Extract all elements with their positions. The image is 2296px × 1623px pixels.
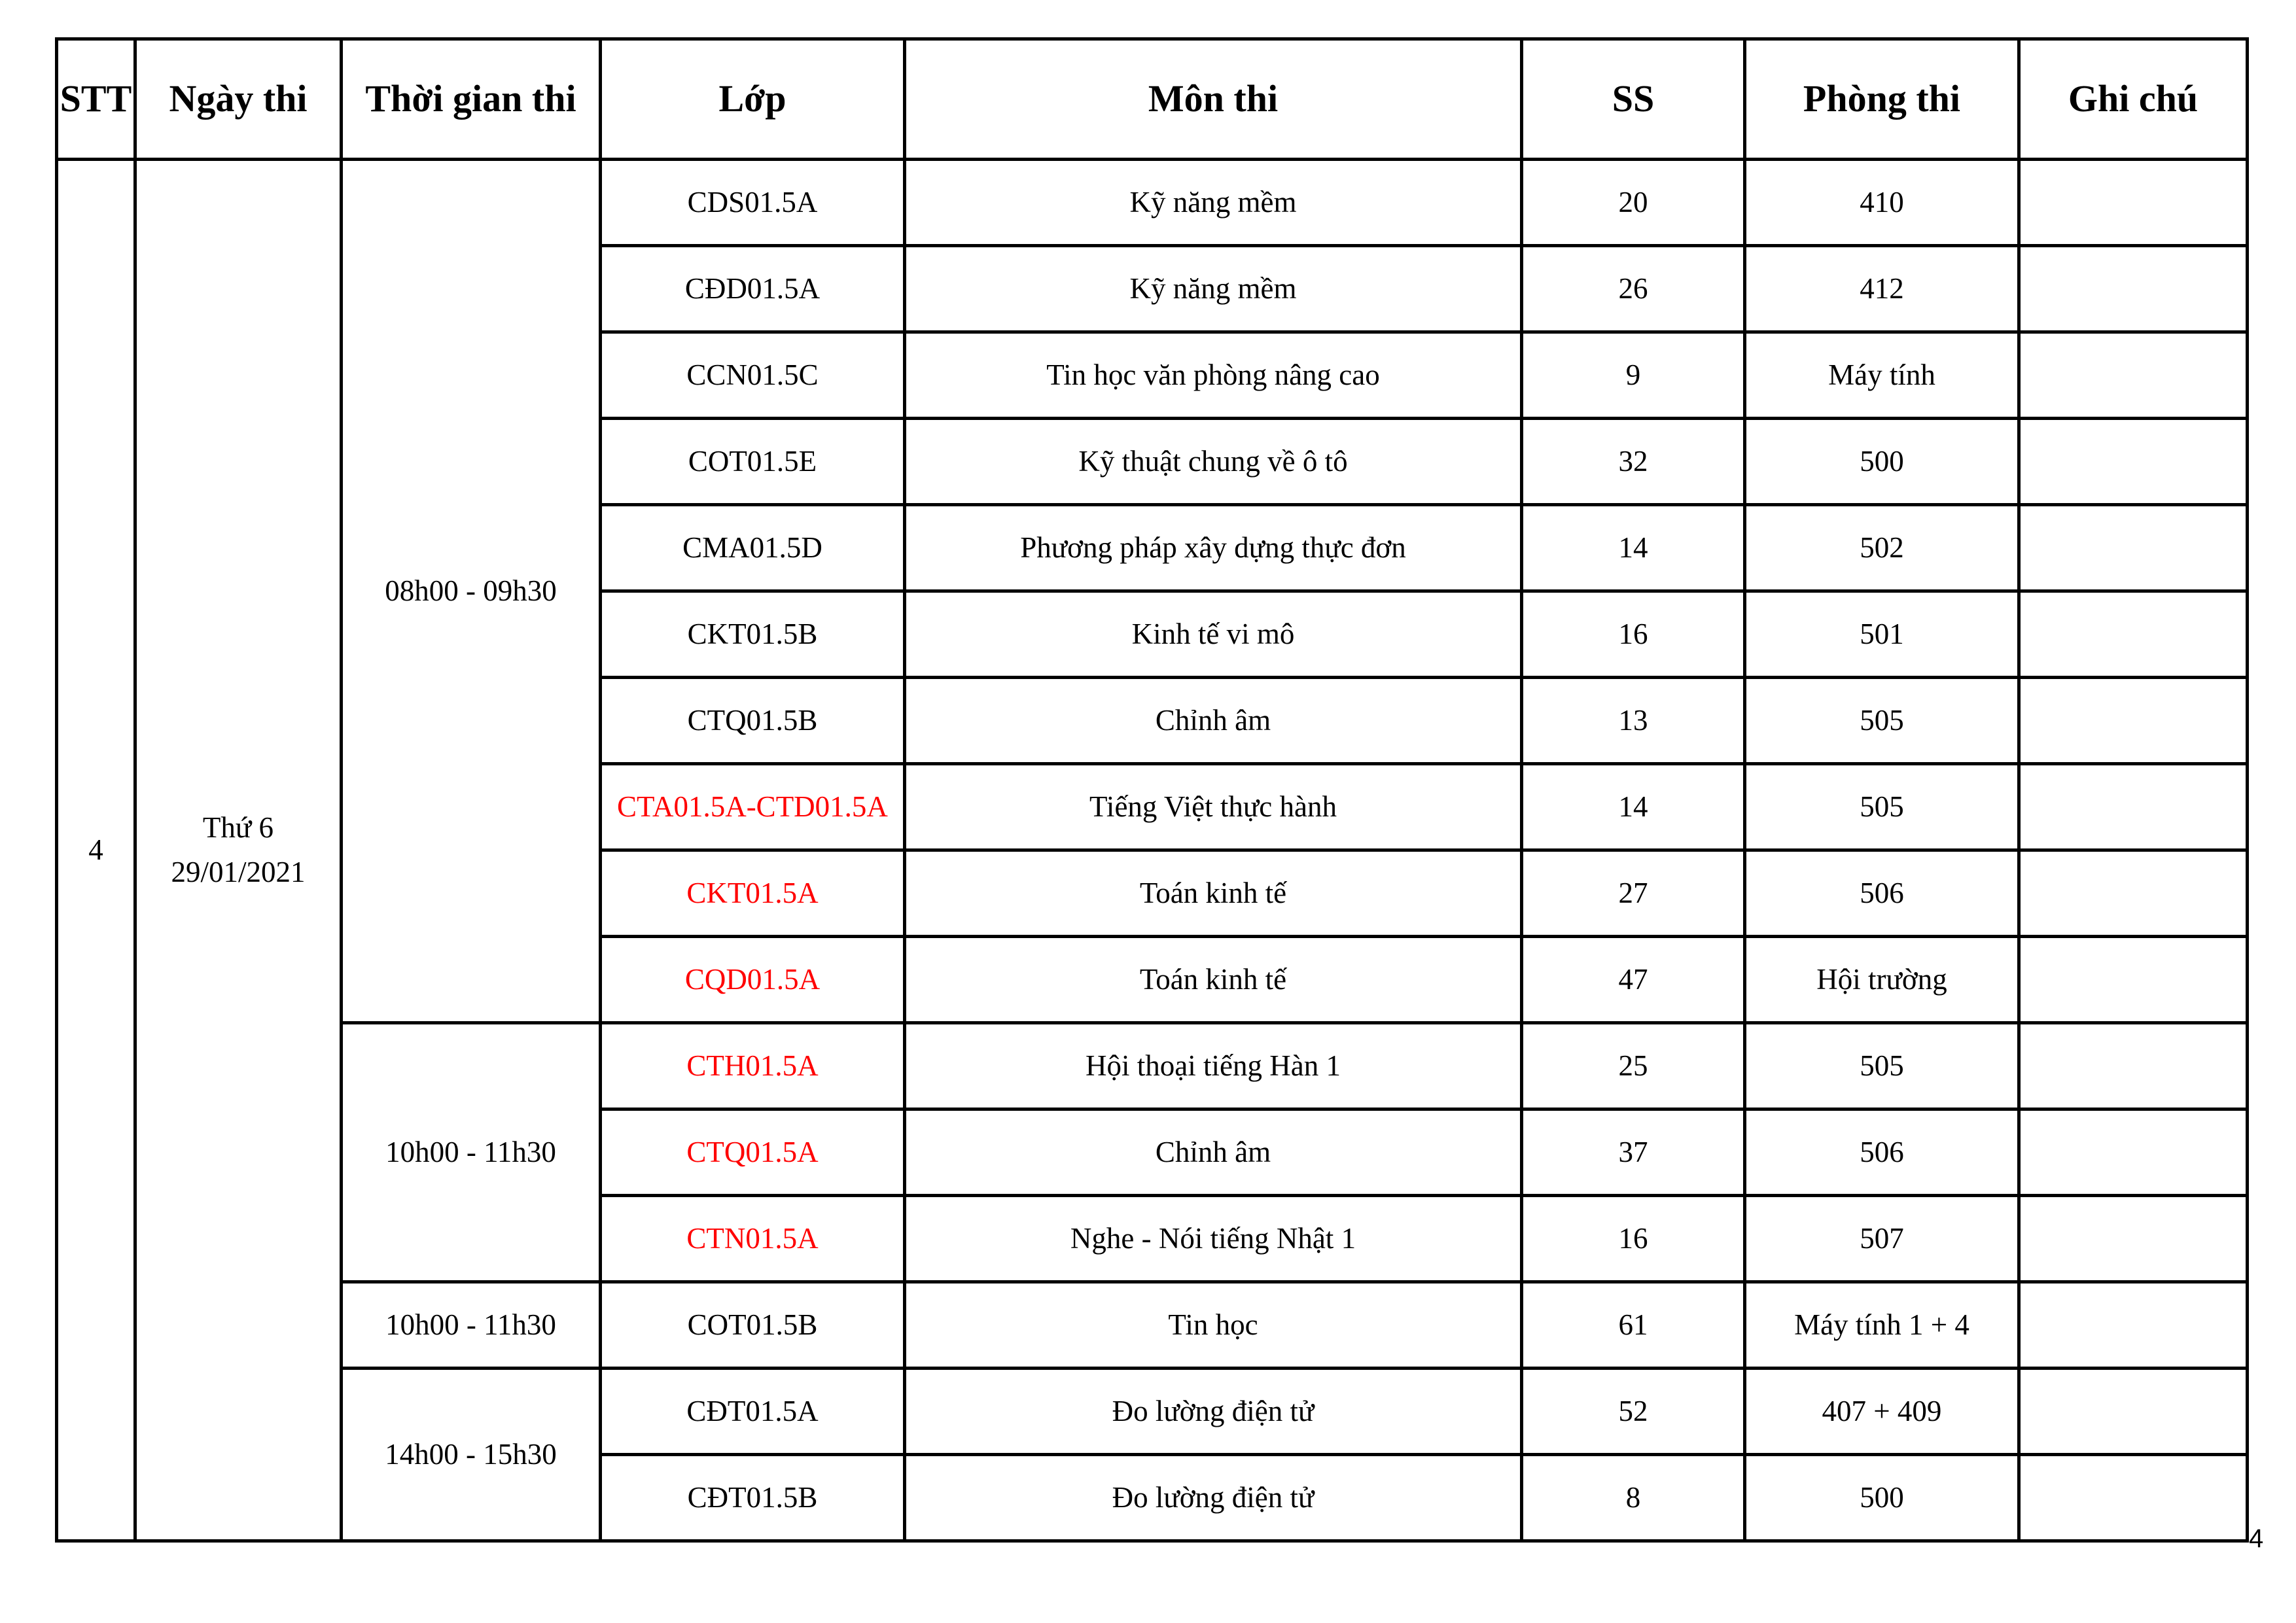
- header-row: [57, 39, 2248, 160]
- cell-lop: CCN01.5C: [601, 332, 905, 419]
- cell-ss: 20: [1522, 160, 1745, 246]
- cell-lop: CTN01.5A: [601, 1196, 905, 1282]
- cell-ss: 16: [1522, 1196, 1745, 1282]
- cell-phong-thi: 501: [1745, 591, 2019, 678]
- cell-lop: CKT01.5A: [601, 850, 905, 937]
- cell-ss: 16: [1522, 591, 1745, 678]
- cell-ghi-chu: [2019, 332, 2248, 419]
- cell-phong-thi: Máy tính: [1745, 332, 2019, 419]
- cell-lop: CDS01.5A: [601, 160, 905, 246]
- cell-mon-thi: Kỹ năng mềm: [905, 160, 1522, 246]
- cell-ss: 8: [1522, 1455, 1745, 1541]
- col-header-lop: Lớp: [601, 39, 905, 160]
- cell-ss: 52: [1522, 1369, 1745, 1455]
- cell-ss: 14: [1522, 764, 1745, 850]
- col-header-ghi-chu: Ghi chú: [2019, 39, 2248, 160]
- cell-lop: COT01.5E: [601, 419, 905, 505]
- cell-phong-thi: 506: [1745, 1109, 2019, 1196]
- cell-phong-thi: 505: [1745, 764, 2019, 850]
- exam-date-label: 29/01/2021: [171, 855, 306, 888]
- table-row: [57, 1369, 2248, 1455]
- table-row: [57, 1282, 2248, 1369]
- cell-ss: 26: [1522, 246, 1745, 332]
- cell-ghi-chu: [2019, 937, 2248, 1023]
- cell-phong-thi: 506: [1745, 850, 2019, 937]
- cell-mon-thi: Tin học: [905, 1282, 1522, 1369]
- cell-ss: 32: [1522, 419, 1745, 505]
- cell-lop: CĐT01.5A: [601, 1369, 905, 1455]
- cell-phong-thi: 500: [1745, 419, 2019, 505]
- cell-ghi-chu: [2019, 419, 2248, 505]
- cell-phong-thi: 505: [1745, 678, 2019, 764]
- cell-phong-thi: 407 + 409: [1745, 1369, 2019, 1455]
- table-body: [57, 160, 2248, 1541]
- exam-schedule-table: [55, 37, 2249, 1543]
- cell-ghi-chu: [2019, 1109, 2248, 1196]
- cell-mon-thi: Toán kinh tế: [905, 937, 1522, 1023]
- cell-lop: CĐT01.5B: [601, 1455, 905, 1541]
- cell-ss: 14: [1522, 505, 1745, 591]
- cell-ngay-thi: [135, 160, 342, 1541]
- cell-ghi-chu: [2019, 1196, 2248, 1282]
- cell-mon-thi: Tiếng Việt thực hành: [905, 764, 1522, 850]
- cell-ghi-chu: [2019, 1455, 2248, 1541]
- cell-phong-thi: 500: [1745, 1455, 2019, 1541]
- cell-phong-thi: 502: [1745, 505, 2019, 591]
- cell-ghi-chu: [2019, 1023, 2248, 1109]
- cell-ss: 9: [1522, 332, 1745, 419]
- cell-mon-thi: Toán kinh tế: [905, 850, 1522, 937]
- cell-mon-thi: Chỉnh âm: [905, 1109, 1522, 1196]
- cell-lop: COT01.5B: [601, 1282, 905, 1369]
- col-header-ss: SS: [1522, 39, 1745, 160]
- cell-lop: CTA01.5A-CTD01.5A: [601, 764, 905, 850]
- cell-phong-thi: 507: [1745, 1196, 2019, 1282]
- cell-phong-thi: Hội trường: [1745, 937, 2019, 1023]
- cell-lop: CTH01.5A: [601, 1023, 905, 1109]
- cell-phong-thi: 410: [1745, 160, 2019, 246]
- table-row: [57, 1023, 2248, 1109]
- cell-ss: 37: [1522, 1109, 1745, 1196]
- table-header: [57, 39, 2248, 160]
- table-row: [57, 160, 2248, 246]
- cell-lop: CMA01.5D: [601, 505, 905, 591]
- cell-ghi-chu: [2019, 764, 2248, 850]
- cell-mon-thi: Kỹ thuật chung về ô tô: [905, 419, 1522, 505]
- cell-ghi-chu: [2019, 678, 2248, 764]
- cell-thoi-gian-thi: 10h00 - 11h30: [342, 1023, 601, 1282]
- col-header-ngay-thi: Ngày thi: [135, 39, 342, 160]
- cell-mon-thi: Kinh tế vi mô: [905, 591, 1522, 678]
- cell-ghi-chu: [2019, 246, 2248, 332]
- cell-mon-thi: Tin học văn phòng nâng cao: [905, 332, 1522, 419]
- cell-mon-thi: Nghe - Nói tiếng Nhật 1: [905, 1196, 1522, 1282]
- cell-mon-thi: Kỹ năng mềm: [905, 246, 1522, 332]
- cell-ss: 25: [1522, 1023, 1745, 1109]
- cell-lop: CKT01.5B: [601, 591, 905, 678]
- col-header-mon-thi: Môn thi: [905, 39, 1522, 160]
- cell-phong-thi: 412: [1745, 246, 2019, 332]
- cell-ss: 13: [1522, 678, 1745, 764]
- page-number: 4: [2249, 1524, 2264, 1553]
- cell-ss: 61: [1522, 1282, 1745, 1369]
- cell-mon-thi: Chỉnh âm: [905, 678, 1522, 764]
- cell-ss: 47: [1522, 937, 1745, 1023]
- cell-thoi-gian-thi: 10h00 - 11h30: [342, 1282, 601, 1369]
- exam-day-label: Thứ 6: [202, 811, 274, 844]
- cell-mon-thi: Phương pháp xây dựng thực đơn: [905, 505, 1522, 591]
- cell-ghi-chu: [2019, 591, 2248, 678]
- cell-ghi-chu: [2019, 160, 2248, 246]
- cell-lop: CQD01.5A: [601, 937, 905, 1023]
- cell-thoi-gian-thi: 08h00 - 09h30: [342, 160, 601, 1023]
- cell-lop: CĐD01.5A: [601, 246, 905, 332]
- col-header-stt: STT: [57, 39, 135, 160]
- cell-ghi-chu: [2019, 850, 2248, 937]
- col-header-phong-thi: Phòng thi: [1745, 39, 2019, 160]
- cell-mon-thi: Hội thoại tiếng Hàn 1: [905, 1023, 1522, 1109]
- cell-ss: 27: [1522, 850, 1745, 937]
- cell-ghi-chu: [2019, 505, 2248, 591]
- cell-lop: CTQ01.5B: [601, 678, 905, 764]
- cell-thoi-gian-thi: 14h00 - 15h30: [342, 1369, 601, 1541]
- cell-phong-thi: Máy tính 1 + 4: [1745, 1282, 2019, 1369]
- cell-mon-thi: Đo lường điện tử: [905, 1369, 1522, 1455]
- cell-ghi-chu: [2019, 1369, 2248, 1455]
- cell-mon-thi: Đo lường điện tử: [905, 1455, 1522, 1541]
- cell-phong-thi: 505: [1745, 1023, 2019, 1109]
- col-header-thoi-gian-thi: Thời gian thi: [342, 39, 601, 160]
- cell-ghi-chu: [2019, 1282, 2248, 1369]
- cell-lop: CTQ01.5A: [601, 1109, 905, 1196]
- cell-stt: 4: [57, 160, 135, 1541]
